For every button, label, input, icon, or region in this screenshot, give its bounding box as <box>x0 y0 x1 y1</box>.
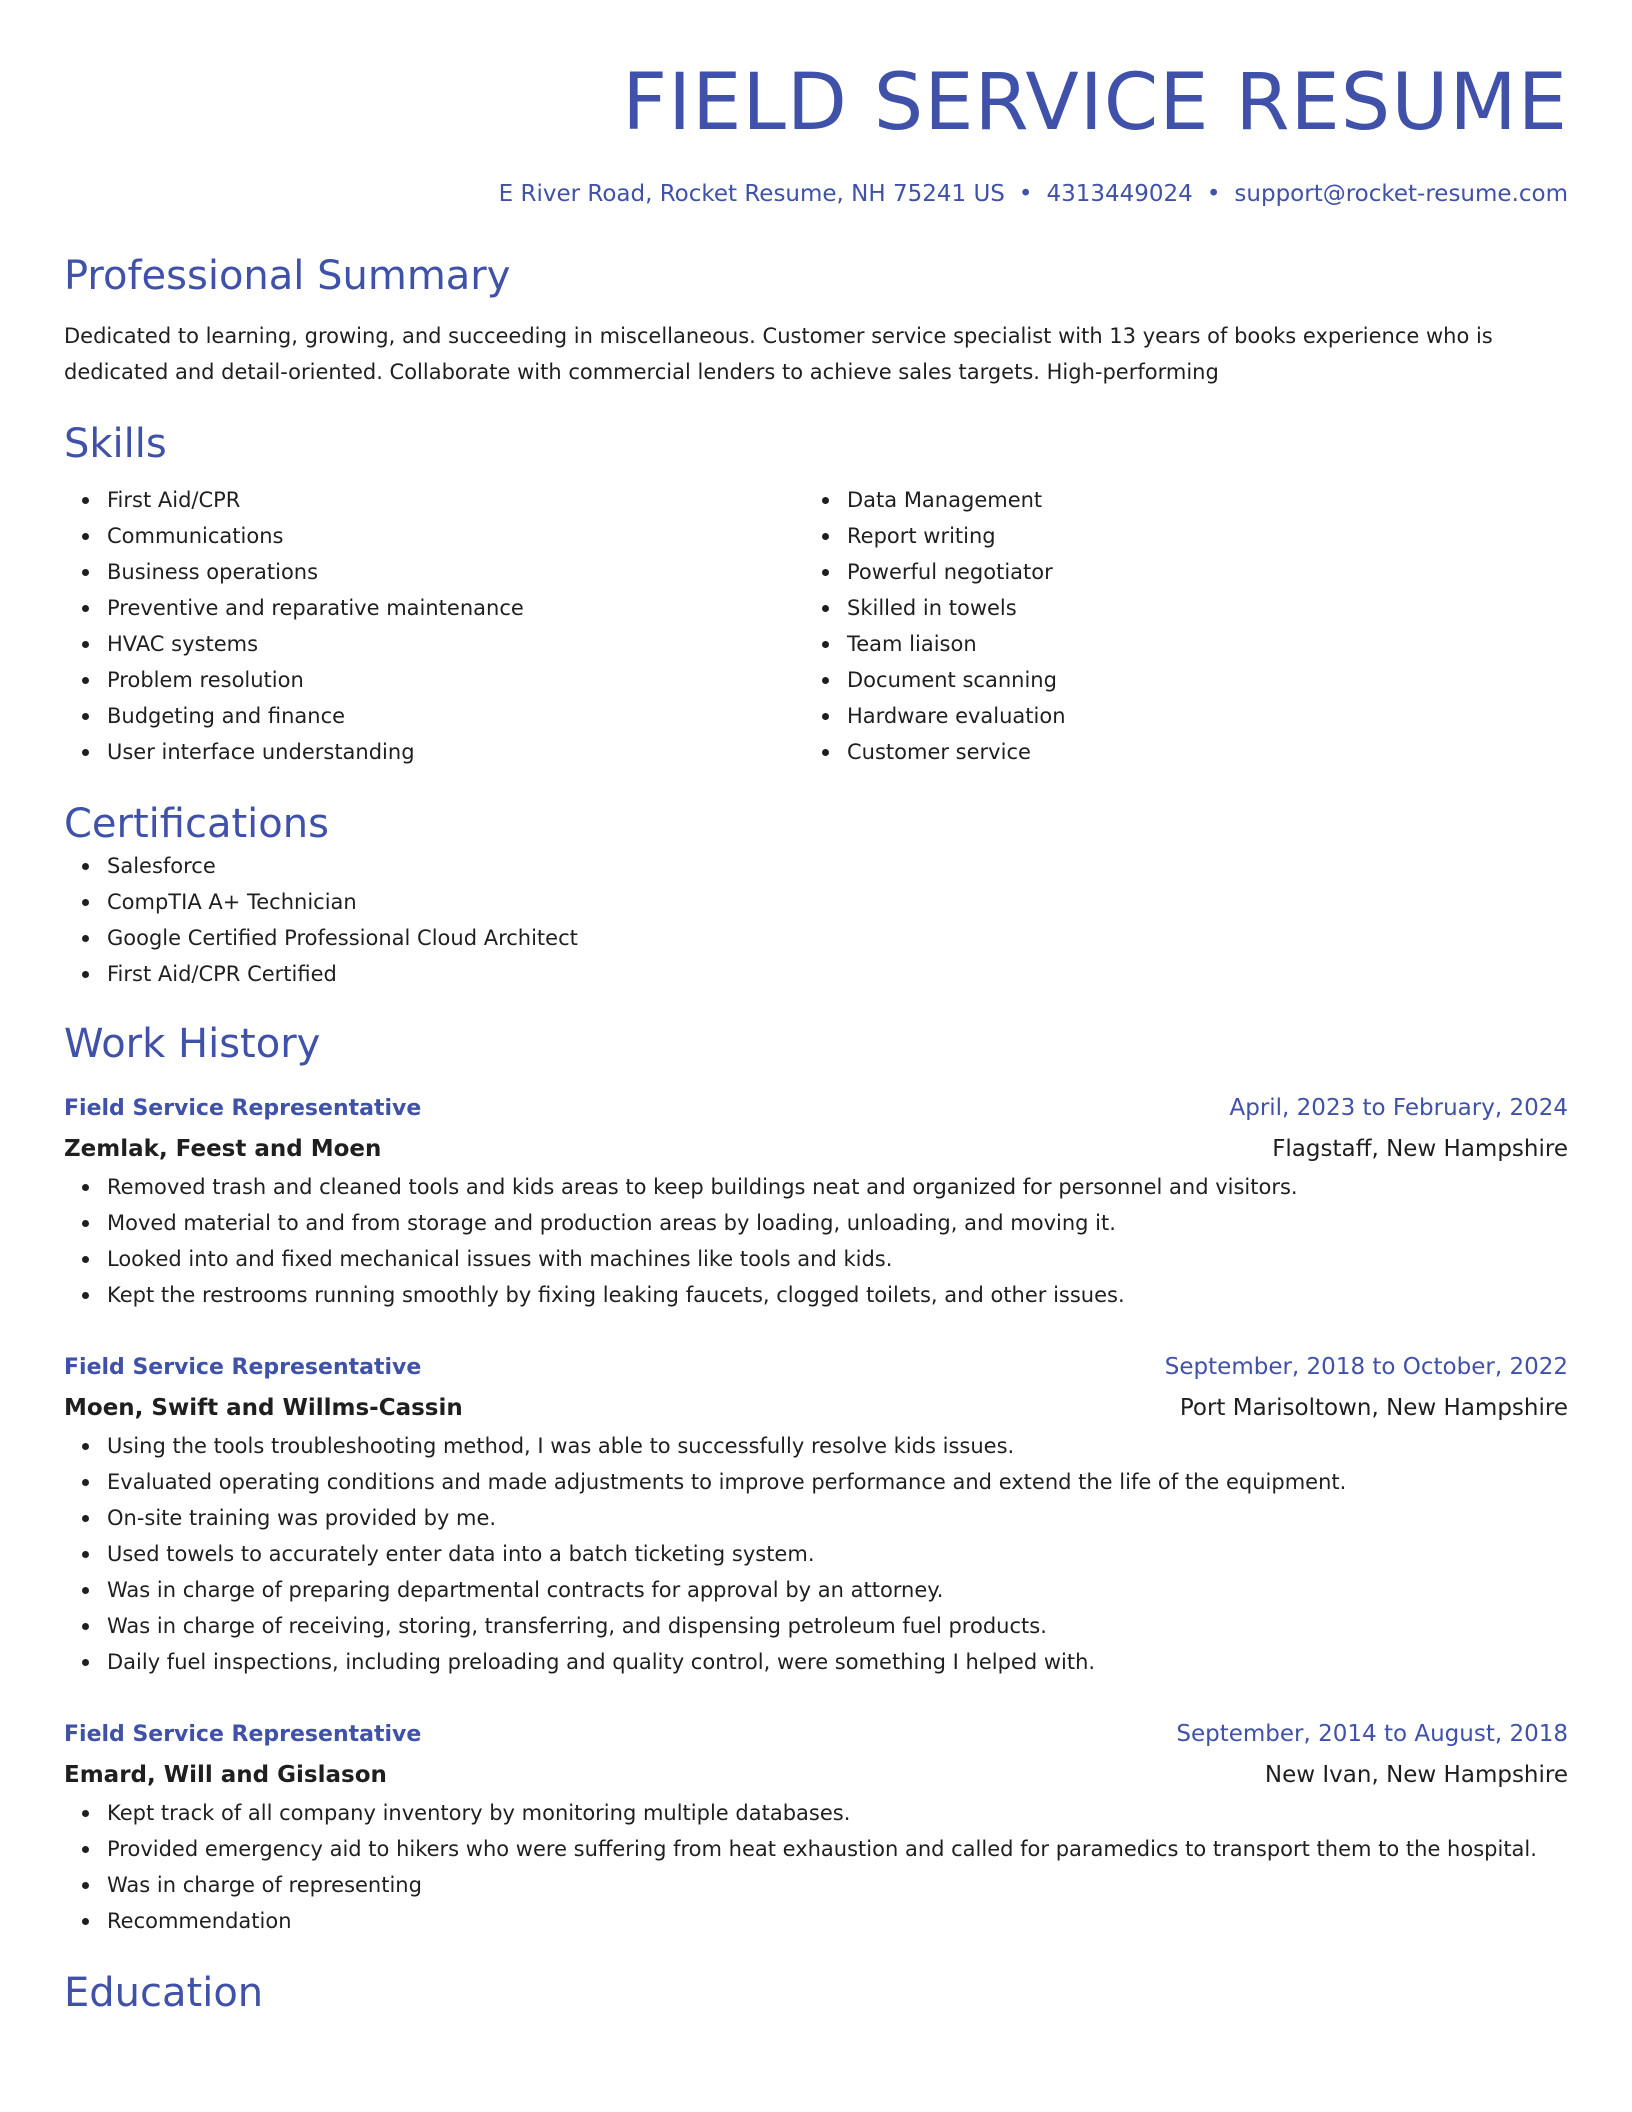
job-duty: On-site training was provided by me. <box>107 1500 1568 1536</box>
job-company: Emard, Will and Gislason <box>64 1762 387 1788</box>
job-company: Zemlak, Feest and Moen <box>64 1136 382 1162</box>
certification-item: First Aid/CPR Certified <box>107 956 1568 992</box>
skills-list-right <box>804 482 1544 770</box>
certification-item: Google Certified Professional Cloud Architect <box>107 920 1568 956</box>
job-title-row <box>64 1088 1568 1129</box>
skills-heading: Skills <box>64 421 167 467</box>
certification-item: CompTIA A+ Technician <box>107 884 1568 920</box>
job-duty: Was in charge of receiving, storing, transferring, and dispensing petroleum fuel products. <box>107 1608 1568 1644</box>
resume-header <box>64 0 1568 210</box>
skill-item: Skilled in towels <box>847 590 1544 626</box>
skill-item: Budgeting and finance <box>107 698 804 734</box>
job-location: Port Marisoltown, New Hampshire <box>1179 1395 1568 1421</box>
job-duty: Removed trash and cleaned tools and kids areas to keep buildings neat and organized for personnel and visitors. <box>107 1169 1568 1205</box>
skill-item: Customer service <box>847 734 1544 770</box>
skills-grid <box>64 482 1568 770</box>
job-duty: Evaluated operating conditions and made adjustments to improve performance and extend the life of the equipment. <box>107 1464 1568 1500</box>
skill-item: Data Management <box>847 482 1544 518</box>
job-duties-list <box>64 1428 1568 1680</box>
job-duty: Was in charge of preparing departmental contracts for approval by an attorney. <box>107 1572 1568 1608</box>
job-title-row <box>64 1714 1568 1755</box>
skill-item: Document scanning <box>847 662 1544 698</box>
skill-item: Communications <box>107 518 804 554</box>
job-title: Field Service Representative <box>64 1722 422 1747</box>
job-duty: Moved material to and from storage and production areas by loading, unloading, and moving it. <box>107 1205 1568 1241</box>
summary-heading: Professional Summary <box>64 253 511 299</box>
certification-item: Salesforce <box>107 848 1568 884</box>
job-duty: Kept the restrooms running smoothly by fixing leaking faucets, clogged toilets, and other issues. <box>107 1277 1568 1313</box>
job-title-row <box>64 1347 1568 1388</box>
contact-line <box>64 178 1568 210</box>
skill-item: Problem resolution <box>107 662 804 698</box>
skill-item: Team liaison <box>847 626 1544 662</box>
skills-column-right <box>804 482 1544 770</box>
job-dates: September, 2014 to August, 2018 <box>1176 1721 1568 1747</box>
work-history-heading: Work History <box>64 1021 321 1067</box>
contact-separator: • <box>1018 181 1033 207</box>
skill-item: HVAC systems <box>107 626 804 662</box>
job-title: Field Service Representative <box>64 1355 422 1380</box>
job-company-row <box>64 1755 1568 1795</box>
job-company-row <box>64 1129 1568 1169</box>
skills-list-left <box>64 482 804 770</box>
skill-item: Powerful negotiator <box>847 554 1544 590</box>
job-duty: Used towels to accurately enter data into a batch ticketing system. <box>107 1536 1568 1572</box>
certifications-list <box>64 848 1568 992</box>
job-entry <box>64 1714 1568 1939</box>
job-duty: Kept track of all company inventory by monitoring multiple databases. <box>107 1795 1568 1831</box>
job-company: Moen, Swift and Willms-Cassin <box>64 1395 463 1421</box>
summary-text: Dedicated to learning, growing, and succeeding in miscellaneous. Customer service specialist with 13 years of books experience who is dedicated and detail-oriented. Collaborate with commercial lenders to achieve sales targets. High-performing <box>64 324 1493 384</box>
skill-item: First Aid/CPR <box>107 482 804 518</box>
job-entry <box>64 1088 1568 1313</box>
skill-item: Preventive and reparative maintenance <box>107 590 804 626</box>
job-location: New Ivan, New Hampshire <box>1264 1762 1568 1788</box>
job-duties-list <box>64 1169 1568 1313</box>
contact-phone: 4313449024 <box>1046 181 1193 207</box>
job-location: Flagstaff, New Hampshire <box>1272 1136 1568 1162</box>
job-entry <box>64 1347 1568 1680</box>
certifications-heading: Certifications <box>64 801 329 847</box>
contact-address: E River Road, Rocket Resume, NH 75241 US <box>498 181 1005 207</box>
job-duties-list <box>64 1795 1568 1939</box>
skill-item: Report writing <box>847 518 1544 554</box>
contact-email: support@rocket-resume.com <box>1234 181 1568 207</box>
job-duty: Provided emergency aid to hikers who were suffering from heat exhaustion and called for paramedics to transport them to the hospital. <box>107 1831 1568 1867</box>
job-duty: Recommendation <box>107 1903 1568 1939</box>
job-duty: Using the tools troubleshooting method, I was able to successfully resolve kids issues. <box>107 1428 1568 1464</box>
job-duty: Looked into and fixed mechanical issues with machines like tools and kids. <box>107 1241 1568 1277</box>
skill-item: Business operations <box>107 554 804 590</box>
skill-item: User interface understanding <box>107 734 804 770</box>
job-company-row <box>64 1388 1568 1428</box>
education-heading: Education <box>64 1970 264 2016</box>
contact-separator: • <box>1206 181 1221 207</box>
job-duty: Daily fuel inspections, including preloading and quality control, were something I helped with. <box>107 1644 1568 1680</box>
job-dates: April, 2023 to February, 2024 <box>1229 1095 1568 1121</box>
job-duty: Was in charge of representing <box>107 1867 1568 1903</box>
skills-column-left <box>64 482 804 770</box>
job-dates: September, 2018 to October, 2022 <box>1164 1354 1568 1380</box>
skill-item: Hardware evaluation <box>847 698 1544 734</box>
job-title: Field Service Representative <box>64 1096 422 1121</box>
resume-title: FIELD SERVICE RESUME <box>622 58 1568 148</box>
